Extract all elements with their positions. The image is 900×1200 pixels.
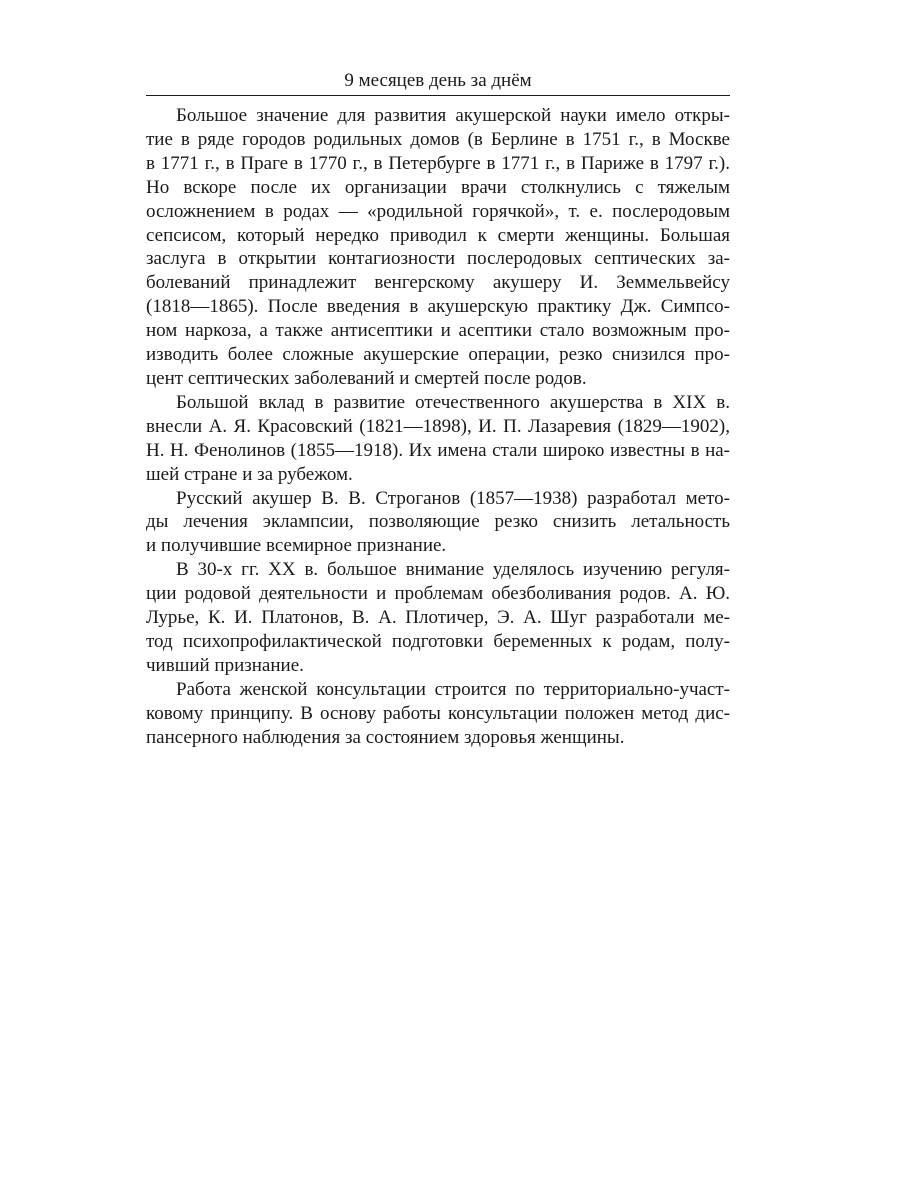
- text-line: В 30-х гг. XX в. большое внимание уделялось изучению регуля-: [176, 559, 730, 581]
- text-line: шей стране и за рубежом.: [146, 463, 353, 485]
- text-line: болеваний принадлежит венгерскому акушеру И. Земмельвейсу: [146, 272, 730, 294]
- text-line: внесли А. Я. Красовский (1821—1898), И. П. Лазаревия (1829—1902),: [146, 415, 730, 437]
- paragraph-1930s: [146, 558, 730, 678]
- text-line: Русский акушер В. В. Строганов (1857—1938) разработал мето-: [176, 487, 730, 509]
- paragraph-maternity-hospitals: [146, 104, 730, 391]
- text-line: Большое значение для развития акушерской науки имело откры-: [176, 105, 730, 126]
- header-rule: [146, 95, 730, 96]
- text-line: в 1771 г., в Праге в 1770 г., в Петербурге в 1771 г., в Париже в 1797 г.).: [146, 152, 730, 174]
- text-line: цент септических заболеваний и смертей после родов.: [146, 367, 587, 389]
- text-line: Большой вклад в развитие отечественного акушерства в XIX в.: [176, 391, 730, 413]
- paragraph-russian-obstetrics: [146, 391, 730, 487]
- text-line: Н. Н. Фенолинов (1855—1918). Их имена стали широко известны в на-: [146, 439, 730, 461]
- text-line: сепсисом, который нередко приводил к смерти женщины. Большая: [146, 224, 730, 246]
- text-line: Лурье, К. И. Платонов, В. А. Плотичер, Э. А. Шуг разработали ме-: [146, 607, 730, 629]
- text-line: ковому принципу. В основу работы консультации положен метод дис-: [146, 702, 730, 724]
- text-line: ном наркоза, а также антисептики и асептики стало возможным про-: [146, 320, 730, 342]
- text-line: и получившие всемирное признание.: [146, 535, 447, 557]
- running-head: 9 месяцев день за днём: [344, 70, 532, 91]
- text-line: заслуга в открытии контагиозности послеродовых септических за-: [146, 248, 730, 270]
- text-line: ции родовой деятельности и проблемам обезболивания родов. А. Ю.: [146, 583, 730, 605]
- text-line: тод психопрофилактической подготовки беременных к родам, полу-: [146, 630, 730, 652]
- text-line: Но вскоре после их организации врачи столкнулись с тяжелым: [146, 176, 730, 198]
- text-line: осложнением в родах — «родильной горячкой», т. е. послеродовым: [146, 200, 730, 222]
- paragraph-stroganov: [146, 487, 730, 559]
- text-line: ды лечения эклампсии, позволяющие резко снизить летальность: [146, 511, 730, 533]
- text-line: тие в ряде городов родильных домов (в Берлине в 1751 г., в Москве: [146, 128, 730, 150]
- text-line: пансерного наблюдения за состоянием здоровья женщины.: [146, 726, 625, 748]
- text-line: Работа женской консультации строится по территориально-участ-: [176, 678, 730, 700]
- paragraph-womens-consultation: [146, 678, 730, 750]
- text-line: изводить более сложные акушерские операции, резко снизился про-: [146, 344, 730, 366]
- text-line: (1818—1865). После введения в акушерскую практику Дж. Симпсо-: [146, 296, 730, 318]
- book-page: [146, 68, 730, 749]
- text-line: чивший признание.: [146, 654, 304, 676]
